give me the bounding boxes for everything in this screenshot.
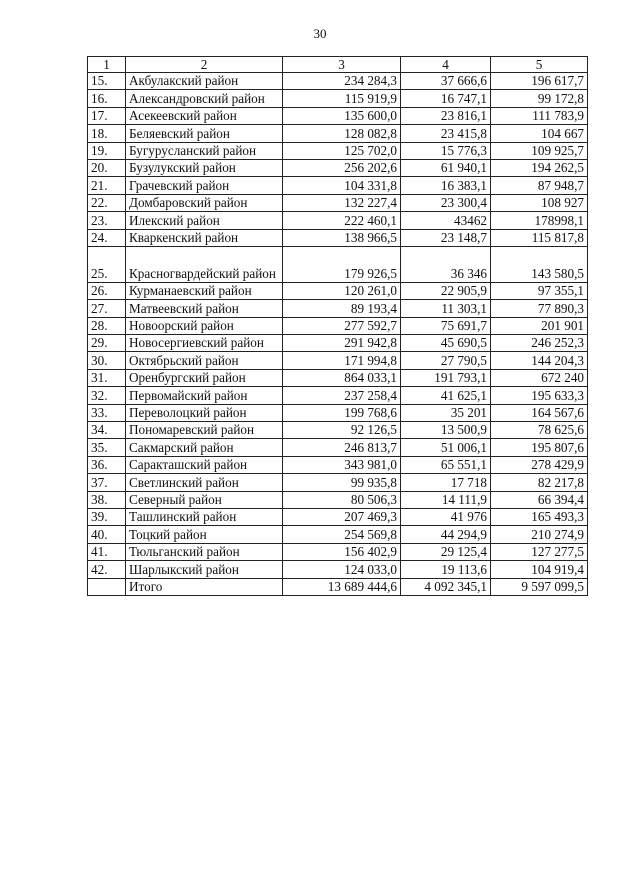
value-col-4: 43462	[401, 212, 491, 229]
row-number: 25.	[88, 246, 126, 282]
value-col-4: 61 940,1	[401, 159, 491, 176]
row-number: 40.	[88, 526, 126, 543]
value-col-5: 111 783,9	[491, 107, 588, 124]
value-col-5: 127 277,5	[491, 543, 588, 560]
value-col-3: 135 600,0	[283, 107, 401, 124]
table-row	[88, 282, 588, 299]
value-col-5: 66 394,4	[491, 491, 588, 508]
header-col-3: 3	[283, 57, 401, 73]
row-number: 24.	[88, 229, 126, 246]
value-col-3: 89 193,4	[283, 300, 401, 317]
table-row	[88, 212, 588, 229]
value-col-4: 45 690,5	[401, 335, 491, 352]
table-row	[88, 107, 588, 124]
table-row	[88, 142, 588, 159]
value-col-5: 672 240	[491, 369, 588, 386]
value-col-4: 191 793,1	[401, 369, 491, 386]
value-col-5: 77 890,3	[491, 300, 588, 317]
value-col-5: 195 807,6	[491, 439, 588, 456]
value-col-5: 99 172,8	[491, 90, 588, 107]
header-col-4: 4	[401, 57, 491, 73]
value-col-3: 199 768,6	[283, 404, 401, 421]
table-row	[88, 125, 588, 142]
district-name: Грачевский район	[126, 177, 283, 194]
value-col-4: 37 666,6	[401, 73, 491, 90]
value-col-5: 201 901	[491, 317, 588, 334]
value-col-5: 143 580,5	[491, 246, 588, 282]
value-col-5: 165 493,3	[491, 508, 588, 525]
table-row	[88, 159, 588, 176]
value-col-4: 13 500,9	[401, 422, 491, 439]
value-col-3: 171 994,8	[283, 352, 401, 369]
value-col-3: 207 469,3	[283, 508, 401, 525]
row-number: 33.	[88, 404, 126, 421]
value-col-5: 109 925,7	[491, 142, 588, 159]
district-name: Красногвардейский район	[126, 246, 283, 282]
value-col-5: 164 567,6	[491, 404, 588, 421]
value-col-3: 138 966,5	[283, 229, 401, 246]
row-number: 20.	[88, 159, 126, 176]
value-col-4: 23 816,1	[401, 107, 491, 124]
value-col-3: 132 227,4	[283, 194, 401, 211]
value-col-3: 343 981,0	[283, 456, 401, 473]
district-name: Акбулакский район	[126, 73, 283, 90]
value-col-4: 14 111,9	[401, 491, 491, 508]
row-number: 39.	[88, 508, 126, 525]
value-col-3: 128 082,8	[283, 125, 401, 142]
district-name: Матвеевский район	[126, 300, 283, 317]
value-col-5: 97 355,1	[491, 282, 588, 299]
district-name: Светлинский район	[126, 474, 283, 491]
value-col-3: 80 506,3	[283, 491, 401, 508]
table-row	[88, 335, 588, 352]
value-col-5: 104 919,4	[491, 561, 588, 578]
row-number: 22.	[88, 194, 126, 211]
value-col-4: 23 300,4	[401, 194, 491, 211]
value-col-4: 75 691,7	[401, 317, 491, 334]
district-name: Северный район	[126, 491, 283, 508]
value-col-3: 156 402,9	[283, 543, 401, 560]
value-col-5: 82 217,8	[491, 474, 588, 491]
value-col-3: 246 813,7	[283, 439, 401, 456]
row-number: 27.	[88, 300, 126, 317]
value-col-4: 11 303,1	[401, 300, 491, 317]
value-col-4: 41 976	[401, 508, 491, 525]
value-col-5: 78 625,6	[491, 422, 588, 439]
district-name: Саракташский район	[126, 456, 283, 473]
value-col-3: 237 258,4	[283, 387, 401, 404]
value-col-4: 65 551,1	[401, 456, 491, 473]
value-col-3: 115 919,9	[283, 90, 401, 107]
row-number: 35.	[88, 439, 126, 456]
value-col-4: 16 383,1	[401, 177, 491, 194]
district-name: Первомайский район	[126, 387, 283, 404]
value-col-3: 104 331,8	[283, 177, 401, 194]
value-col-5: 195 633,3	[491, 387, 588, 404]
district-name: Беляевский район	[126, 125, 283, 142]
value-col-5: 108 927	[491, 194, 588, 211]
value-col-5: 104 667	[491, 125, 588, 142]
total-number	[88, 578, 126, 595]
district-name: Бугурусланский район	[126, 142, 283, 159]
value-col-5: 178998,1	[491, 212, 588, 229]
value-col-3: 179 926,5	[283, 246, 401, 282]
value-col-4: 29 125,4	[401, 543, 491, 560]
value-col-4: 35 201	[401, 404, 491, 421]
district-name: Асекеевский район	[126, 107, 283, 124]
value-col-3: 92 126,5	[283, 422, 401, 439]
row-number: 15.	[88, 73, 126, 90]
district-name: Пономаревский район	[126, 422, 283, 439]
row-number: 36.	[88, 456, 126, 473]
row-number: 31.	[88, 369, 126, 386]
table-row	[88, 246, 588, 282]
value-col-4: 51 006,1	[401, 439, 491, 456]
value-col-4: 23 415,8	[401, 125, 491, 142]
value-col-3: 222 460,1	[283, 212, 401, 229]
district-name: Шарлыкский район	[126, 561, 283, 578]
district-name: Ташлинский район	[126, 508, 283, 525]
row-number: 32.	[88, 387, 126, 404]
district-name: Сакмарский район	[126, 439, 283, 456]
value-col-3: 277 592,7	[283, 317, 401, 334]
table-row	[88, 300, 588, 317]
value-col-4: 41 625,1	[401, 387, 491, 404]
value-col-3: 120 261,0	[283, 282, 401, 299]
district-name: Новоорский район	[126, 317, 283, 334]
value-col-3: 254 569,8	[283, 526, 401, 543]
value-col-4: 23 148,7	[401, 229, 491, 246]
value-col-5: 194 262,5	[491, 159, 588, 176]
table-row	[88, 229, 588, 246]
district-name: Бузулукский район	[126, 159, 283, 176]
page-number: 30	[313, 26, 327, 41]
table-row	[88, 194, 588, 211]
value-col-5: 115 817,8	[491, 229, 588, 246]
table-row	[88, 369, 588, 386]
value-col-5: 278 429,9	[491, 456, 588, 473]
district-name: Новосергиевский район	[126, 335, 283, 352]
row-number: 19.	[88, 142, 126, 159]
header-col-2: 2	[126, 57, 283, 73]
value-col-4: 19 113,6	[401, 561, 491, 578]
district-name: Октябрьский район	[126, 352, 283, 369]
table-row	[88, 526, 588, 543]
row-number: 28.	[88, 317, 126, 334]
value-col-5: 87 948,7	[491, 177, 588, 194]
table-row	[88, 177, 588, 194]
row-number: 26.	[88, 282, 126, 299]
table-row	[88, 491, 588, 508]
value-col-3: 864 033,1	[283, 369, 401, 386]
table-row	[88, 73, 588, 90]
row-number: 17.	[88, 107, 126, 124]
header-col-1: 1	[88, 57, 126, 73]
district-name: Тюльганский район	[126, 543, 283, 560]
table-row	[88, 474, 588, 491]
table-row	[88, 508, 588, 525]
row-number: 41.	[88, 543, 126, 560]
row-number: 18.	[88, 125, 126, 142]
table-header-row	[88, 57, 588, 73]
district-name: Тоцкий район	[126, 526, 283, 543]
row-number: 37.	[88, 474, 126, 491]
table-row	[88, 387, 588, 404]
value-col-5: 144 204,3	[491, 352, 588, 369]
total-col-4: 4 092 345,1	[401, 578, 491, 595]
value-col-4: 27 790,5	[401, 352, 491, 369]
table-row	[88, 90, 588, 107]
value-col-3: 256 202,6	[283, 159, 401, 176]
total-col-5: 9 597 099,5	[491, 578, 588, 595]
row-number: 42.	[88, 561, 126, 578]
district-name: Кваркенский район	[126, 229, 283, 246]
table-row	[88, 352, 588, 369]
value-col-4: 15 776,3	[401, 142, 491, 159]
total-col-3: 13 689 444,6	[283, 578, 401, 595]
table-row	[88, 543, 588, 560]
value-col-4: 16 747,1	[401, 90, 491, 107]
table-row	[88, 456, 588, 473]
district-name: Илекский район	[126, 212, 283, 229]
value-col-4: 44 294,9	[401, 526, 491, 543]
budget-table	[87, 56, 588, 596]
value-col-5: 196 617,7	[491, 73, 588, 90]
value-col-5: 210 274,9	[491, 526, 588, 543]
value-col-4: 17 718	[401, 474, 491, 491]
district-name: Курманаевский район	[126, 282, 283, 299]
table-row	[88, 404, 588, 421]
row-number: 16.	[88, 90, 126, 107]
value-col-3: 291 942,8	[283, 335, 401, 352]
table-row	[88, 561, 588, 578]
value-col-4: 22 905,9	[401, 282, 491, 299]
value-col-3: 99 935,8	[283, 474, 401, 491]
district-name: Переволоцкий район	[126, 404, 283, 421]
row-number: 34.	[88, 422, 126, 439]
row-number: 29.	[88, 335, 126, 352]
value-col-3: 125 702,0	[283, 142, 401, 159]
row-number: 30.	[88, 352, 126, 369]
table-row	[88, 439, 588, 456]
value-col-3: 234 284,3	[283, 73, 401, 90]
district-name: Домбаровский район	[126, 194, 283, 211]
total-row	[88, 578, 588, 595]
table-row	[88, 317, 588, 334]
value-col-3: 124 033,0	[283, 561, 401, 578]
district-name: Оренбургский район	[126, 369, 283, 386]
table-row	[88, 422, 588, 439]
district-name: Александровский район	[126, 90, 283, 107]
row-number: 38.	[88, 491, 126, 508]
row-number: 23.	[88, 212, 126, 229]
row-number: 21.	[88, 177, 126, 194]
total-label: Итого	[126, 578, 283, 595]
value-col-5: 246 252,3	[491, 335, 588, 352]
header-col-5: 5	[491, 57, 588, 73]
value-col-4: 36 346	[401, 246, 491, 282]
